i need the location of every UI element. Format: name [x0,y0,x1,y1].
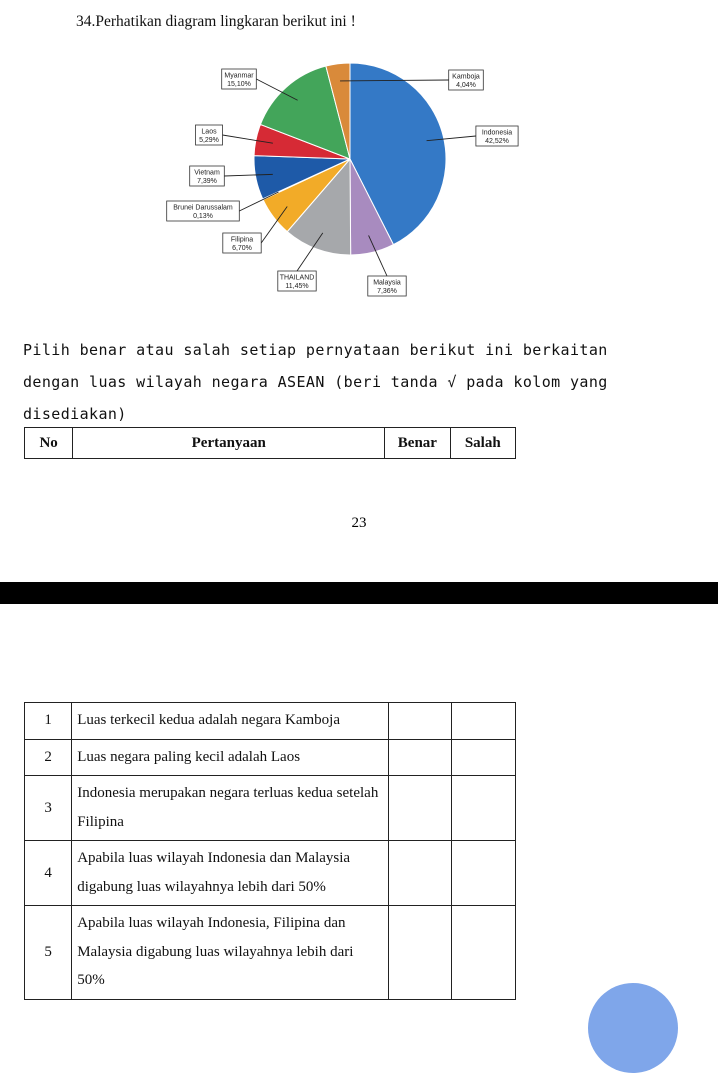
salah-checkbox-cell[interactable] [452,841,516,906]
row-number: 4 [25,841,72,906]
table-row [25,739,516,776]
row-number: 3 [25,776,72,841]
slice-name-label: Brunei Darussalam [173,204,233,212]
slice-name-label: Kamboja [452,73,480,81]
benar-checkbox-cell[interactable] [388,739,452,776]
table-row [25,776,516,841]
slice-value-label: 0,13% [193,213,213,220]
benar-checkbox-cell[interactable] [388,776,452,841]
header-pertanyaan: Pertanyaan [73,428,385,459]
slice-value-label: 11,45% [285,283,309,290]
statement-text: Apabila luas wilayah Indonesia, Filipina dan Malaysia digabung luas wilayahnya lebih dari 50% [72,906,388,1000]
page-number: 23 [351,515,367,531]
header-no: No [25,428,73,459]
slice-name-label: Malaysia [373,279,401,287]
statement-text: Luas negara paling kecil adalah Laos [72,739,388,776]
benar-checkbox-cell[interactable] [388,906,452,1000]
statement-text: Indonesia merupakan negara terluas kedua setelah Filipina [72,776,388,841]
row-number: 2 [25,739,72,776]
question-title: 34.Perhatikan diagram lingkaran berikut ini ! [76,13,356,30]
row-number: 5 [25,906,72,1000]
salah-checkbox-cell[interactable] [452,739,516,776]
row-number: 1 [25,703,72,740]
slice-name-label: Vietnam [194,169,220,177]
slice-value-label: 6,70% [232,245,252,252]
table-row [25,906,516,1000]
header-benar: Benar [385,428,450,459]
benar-checkbox-cell[interactable] [388,841,452,906]
benar-checkbox-cell[interactable] [388,703,452,740]
slice-value-label: 7,39% [197,178,217,185]
statement-text: Apabila luas wilayah Indonesia dan Malaysia digabung luas wilayahnya lebih dari 50% [72,841,388,906]
table-row [25,841,516,906]
slice-value-label: 42,52% [485,138,509,145]
slice-name-label: Myanmar [224,72,254,80]
slice-name-label: THAILAND [279,274,315,282]
instruction-text: Pilih benar atau salah setiap pernyataan berikut ini berkaitan dengan luas wilayah negara ASEAN (beri tanda √ pada kolom yang disediakan) [23,341,608,423]
answer-table-header [24,427,516,459]
statement-table [24,702,516,1000]
salah-checkbox-cell[interactable] [452,776,516,841]
slice-value-label: 5,29% [199,137,219,144]
slice-name-label: Indonesia [481,129,513,137]
slice-name-label: Filipina [230,236,254,244]
salah-checkbox-cell[interactable] [452,906,516,1000]
table-row [25,703,516,740]
slice-value-label: 4,04% [456,82,476,89]
pie-chart [150,50,540,310]
statement-text: Luas terkecil kedua adalah negara Kamboja [72,703,388,740]
slice-value-label: 15,10% [227,81,251,88]
salah-checkbox-cell[interactable] [452,703,516,740]
slice-value-label: 7,36% [377,288,397,295]
page-separator [0,582,718,604]
floating-action-button[interactable] [588,983,678,1073]
header-salah: Salah [450,428,515,459]
slice-name-label: Laos [201,128,217,136]
